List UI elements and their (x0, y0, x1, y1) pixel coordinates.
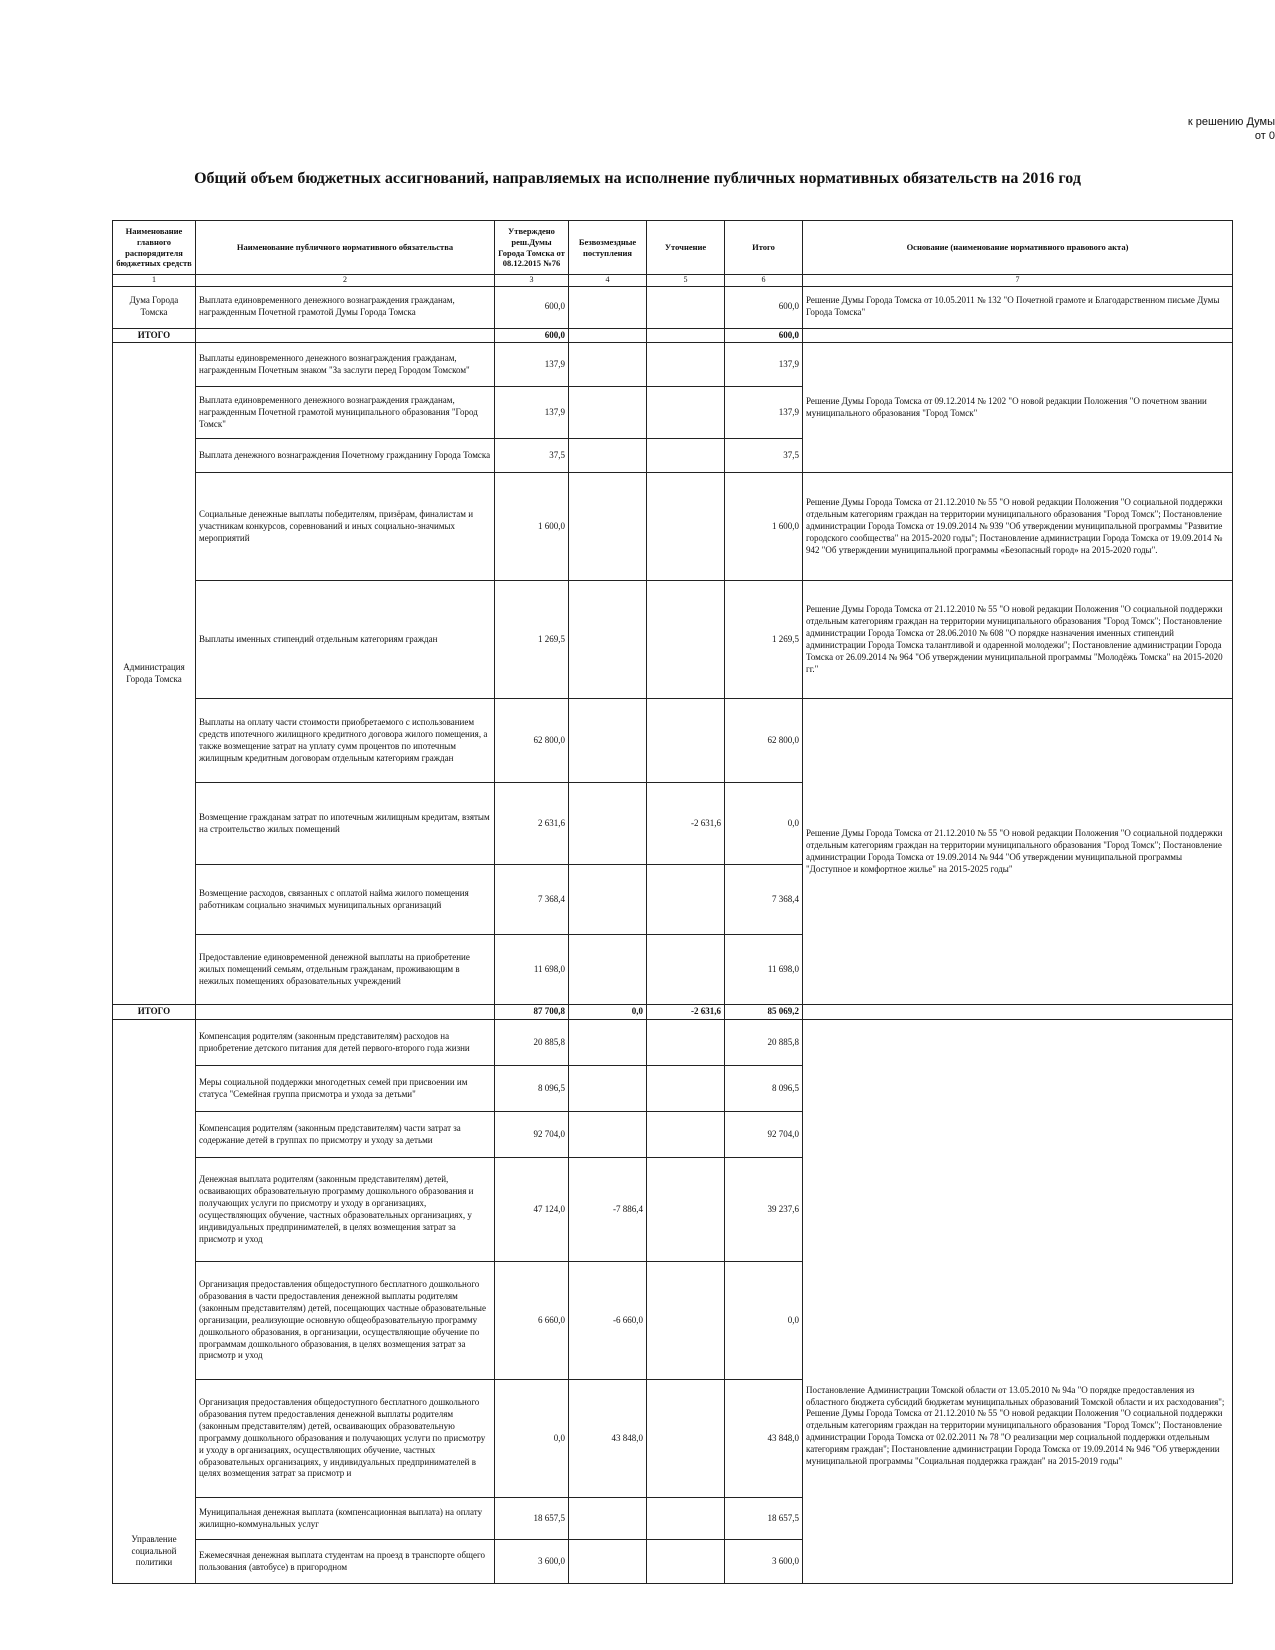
org-social: Управление социальной политики (113, 1020, 196, 1584)
total-value: 600,0 (725, 286, 803, 328)
approved-value: 62 800,0 (495, 699, 569, 783)
adjust-value (647, 286, 725, 328)
total-value: 1 600,0 (725, 473, 803, 581)
adjust-value (647, 1158, 725, 1262)
adjust-value (647, 1262, 725, 1380)
total-value: 3 600,0 (725, 1540, 803, 1584)
approved-value: 11 698,0 (495, 935, 569, 1005)
adjust-value (647, 1112, 725, 1158)
col-number: 3 (495, 275, 569, 287)
col-number: 6 (725, 275, 803, 287)
gratis-value: 43 848,0 (569, 1380, 647, 1498)
header-row (113, 221, 1233, 275)
gratis-value (569, 581, 647, 699)
gratis-value (569, 699, 647, 783)
gratis-value (569, 387, 647, 439)
total-gratis: 0,0 (569, 1005, 647, 1020)
total-value: 1 269,5 (725, 581, 803, 699)
adjust-value (647, 387, 725, 439)
col-number: 2 (196, 275, 495, 287)
total-value: 39 237,6 (725, 1158, 803, 1262)
col-header-adjust: Уточнение (647, 221, 725, 275)
adjust-value (647, 865, 725, 935)
gratis-value (569, 1540, 647, 1584)
obligation-name: Возмещение расходов, связанных с оплатой найма жилого помещения работникам социально значимых муниципальных организаций (196, 865, 495, 935)
total-adjust (647, 328, 725, 343)
appendix-note-line2: от 0 (1254, 130, 1275, 142)
approved-value: 1 600,0 (495, 473, 569, 581)
obligation-name: Выплата единовременного денежного вознаграждения гражданам, награжденным Почетной грамотой муниципального образования "Город Томск" (196, 387, 495, 439)
obligation-name: Денежная выплата родителям (законным представителям) детей, осваивающих образовательную программу дошкольного образования и получающих услуги по присмотру и уходу в организациях, осуществляющих обучение, частных образовательных организациях, у индивидуальных предпринимателей, в целях возмещения затрат за присмотр и уход (196, 1158, 495, 1262)
approved-value: 18 657,5 (495, 1498, 569, 1540)
approved-value: 6 660,0 (495, 1262, 569, 1380)
adjust-value (647, 439, 725, 473)
basis-text: Решение Думы Города Томска от 10.05.2011 № 132 "О Почетной грамоте и Благодарственном письме Думы Города Томска" (803, 286, 1233, 328)
table-row (113, 581, 1233, 699)
basis-text: Постановление Администрации Томской области от 13.05.2010 № 94а "О порядке предоставления из областного бюджета субсидий бюджетам муниципальных образований Томской области и их расходования"; Решение Думы Города Томска от 21.12.2010 № 55 "О новой редакции Положения "О социальной поддержки отдельным категориям граждан на территории муниципального образования "Город Томск"; Постановление администрации Города Томска от 02.02.2011 № 78 "О реализации мер социальной поддержки отдельным категориям граждан"; Постановление администрации Города Томска от 19.09.2014 № 946 "Об утверждении муниципальной программы "Социальная поддержка граждан" на 2015-2019 годы" (803, 1020, 1233, 1584)
gratis-value (569, 286, 647, 328)
obligation-name: Организация предоставления общедоступного бесплатного дошкольного образования путем предоставления денежной выплаты родителям (законным представителям) детей, осваивающих образовательную программу дошкольного образования и получающих услуги по присмотру и уходу в организациях, осуществляющих обучение, частных образовательных организациях, у индивидуальных предпринимателей в целях возмещения затрат за присмотр и (196, 1380, 495, 1498)
obligation-name: Компенсация родителям (законным представителям) расходов на приобретение детского питания для детей первого-второго года жизни (196, 1020, 495, 1066)
approved-value: 20 885,8 (495, 1020, 569, 1066)
gratis-value: -6 660,0 (569, 1262, 647, 1380)
approved-value: 37,5 (495, 439, 569, 473)
total-row (113, 328, 1233, 343)
table-row (113, 343, 1233, 387)
total-approved: 87 700,8 (495, 1005, 569, 1020)
obligation-name: Муниципальная денежная выплата (компенсационная выплата) на оплату жилищно-коммунальных услуг (196, 1498, 495, 1540)
total-value: 62 800,0 (725, 699, 803, 783)
approved-value: 1 269,5 (495, 581, 569, 699)
budget-table (112, 220, 1233, 1584)
obligation-name: Меры социальной поддержки многодетных семей при присвоении им статуса "Семейная группа присмотра и ухода за детьми" (196, 1066, 495, 1112)
approved-value: 7 368,4 (495, 865, 569, 935)
gratis-value (569, 1112, 647, 1158)
total-value: 8 096,5 (725, 1066, 803, 1112)
total-value: 0,0 (725, 783, 803, 865)
table-row (113, 1020, 1233, 1066)
gratis-value (569, 343, 647, 387)
org-duma: Дума Города Томска (113, 286, 196, 328)
col-header-basis: Основание (наименование нормативного правового акта) (803, 221, 1233, 275)
total-value: 20 885,8 (725, 1020, 803, 1066)
appendix-note-line1: к решению Думы (1187, 116, 1275, 128)
approved-value: 137,9 (495, 387, 569, 439)
total-gratis (569, 328, 647, 343)
org-admin: Администрация Города Томска (113, 343, 196, 1005)
column-number-row (113, 275, 1233, 287)
total-value: 7 368,4 (725, 865, 803, 935)
total-approved: 600,0 (495, 328, 569, 343)
total-label: ИТОГО (113, 1005, 196, 1020)
col-number: 1 (113, 275, 196, 287)
total-row (113, 1005, 1233, 1020)
adjust-value (647, 343, 725, 387)
adjust-value (647, 699, 725, 783)
approved-value: 3 600,0 (495, 1540, 569, 1584)
obligation-name: Выплаты на оплату части стоимости приобретаемого с использованием средств ипотечного жилищного кредитного договора жилого помещения, а также возмещение затрат на уплату сумм процентов по ипотечным жилищным кредитным договорам отдельным категориям граждан (196, 699, 495, 783)
total-value: 0,0 (725, 1262, 803, 1380)
gratis-value (569, 1066, 647, 1112)
obligation-name: Выплата единовременного денежного вознаграждения гражданам, награжденным Почетной грамотой Думы Города Томска (196, 286, 495, 328)
approved-value: 8 096,5 (495, 1066, 569, 1112)
adjust-value (647, 1066, 725, 1112)
gratis-value: -7 886,4 (569, 1158, 647, 1262)
obligation-name: Выплаты именных стипендий отдельным категориям граждан (196, 581, 495, 699)
gratis-value (569, 1020, 647, 1066)
col-number: 5 (647, 275, 725, 287)
obligation-name: Возмещение гражданам затрат по ипотечным жилищным кредитам, взятым на строительство жилых помещений (196, 783, 495, 865)
obligation-name: Компенсация родителям (законным представителям) части затрат за содержание детей в группах по присмотру и уходу за детьми (196, 1112, 495, 1158)
total-total: 85 069,2 (725, 1005, 803, 1020)
basis-text: Решение Думы Города Томска от 21.12.2010 № 55 "О новой редакции Положения "О социальной поддержки отдельным категориям граждан на территории муниципального образования "Город Томск"; Постановление администрации Города Томска от 19.09.2014 № 939 "Об утверждении муниципальной программы "Развитие городского сообщества" на 2015-2020 годы"; Постановление администрации Города Томска от 19.09.2014 № 942 "Об утверждении муниципальной программы «Безопасный город» на 2015-2020 годы". (803, 473, 1233, 581)
obligation-name: Социальные денежные выплаты победителям, призёрам, финалистам и участникам конкурсов, соревнований и иных социально-значимых мероприятий (196, 473, 495, 581)
total-label: ИТОГО (113, 328, 196, 343)
table-row (113, 699, 1233, 783)
total-value: 137,9 (725, 343, 803, 387)
adjust-value (647, 1380, 725, 1498)
total-value: 18 657,5 (725, 1498, 803, 1540)
adjust-value (647, 581, 725, 699)
total-value: 137,9 (725, 387, 803, 439)
gratis-value (569, 783, 647, 865)
col-number: 7 (803, 275, 1233, 287)
adjust-value (647, 473, 725, 581)
obligation-name: Выплаты единовременного денежного вознаграждения гражданам, награжденным Почетным знаком "За заслуги перед Городом Томском" (196, 343, 495, 387)
basis-text: Решение Думы Города Томска от 09.12.2014 № 1202 "О новой редакции Положения "О почетном звании муниципального образования "Город Томск" (803, 343, 1233, 473)
col-number: 4 (569, 275, 647, 287)
table-row (113, 286, 1233, 328)
approved-value: 137,9 (495, 343, 569, 387)
obligation-name: Организация предоставления общедоступного бесплатного дошкольного образования в части предоставления денежной выплаты родителям (законным представителям) детей, посещающих частные образовательные организации, реализующие основную общеобразовательную программу дошкольного образования, в организации, осуществляющие обучение по программам дошкольного образования, в целях возмещения затрат за присмотр и уход (196, 1262, 495, 1380)
approved-value: 2 631,6 (495, 783, 569, 865)
document-title: Общий объем бюджетных ассигнований, направляемых на исполнение публичных нормативных обязательств на 2016 год (194, 170, 1081, 187)
gratis-value (569, 865, 647, 935)
obligation-name: Выплата денежного вознаграждения Почетному гражданину Города Томска (196, 439, 495, 473)
basis-text: Решение Думы Города Томска от 21.12.2010 № 55 "О новой редакции Положения "О социальной поддержки отдельным категориям граждан на территории муниципального образования "Город Томск"; Постановление администрации Города Томска от 28.06.2010 № 608 "О порядке назначения именных стипендий администрации Города Томска талантливой и одаренной молодежи"; Постановление администрации Города Томска от 26.09.2014 № 964 "Об утверждении муниципальной программы "Молодёжь Томска" на 2015-2020 гг." (803, 581, 1233, 699)
col-header-obligation: Наименование публичного нормативного обязательства (196, 221, 495, 275)
total-total: 600,0 (725, 328, 803, 343)
gratis-value (569, 935, 647, 1005)
col-header-manager: Наименование главного распорядителя бюджетных средств (113, 221, 196, 275)
gratis-value (569, 1498, 647, 1540)
gratis-value (569, 439, 647, 473)
total-value: 11 698,0 (725, 935, 803, 1005)
total-value: 92 704,0 (725, 1112, 803, 1158)
approved-value: 47 124,0 (495, 1158, 569, 1262)
adjust-value (647, 1498, 725, 1540)
approved-value: 92 704,0 (495, 1112, 569, 1158)
approved-value: 600,0 (495, 286, 569, 328)
col-header-gratis: Безвозмездные поступления (569, 221, 647, 275)
total-adjust: -2 631,6 (647, 1005, 725, 1020)
obligation-name: Ежемесячная денежная выплата студентам на проезд в транспорте общего пользования (автобусе) в пригородном (196, 1540, 495, 1584)
gratis-value (569, 473, 647, 581)
col-header-total: Итого (725, 221, 803, 275)
basis-text: Решение Думы Города Томска от 21.12.2010 № 55 "О новой редакции Положения "О социальной поддержки отдельным категориям граждан на территории муниципального образования "Город Томск"; Постановление администрации Города Томска от 19.09.2014 № 944 "Об утверждении муниципальной программы "Доступное и комфортное жилье" на 2015-2025 годы" (803, 699, 1233, 1005)
adjust-value (647, 1020, 725, 1066)
obligation-name: Предоставление единовременной денежной выплаты на приобретение жилых помещений семьям, отдельным гражданам, проживающим в нежилых помещениях образовательных учреждений (196, 935, 495, 1005)
adjust-value (647, 1540, 725, 1584)
total-value: 43 848,0 (725, 1380, 803, 1498)
total-value: 37,5 (725, 439, 803, 473)
adjust-value: -2 631,6 (647, 783, 725, 865)
col-header-approved: Утверждено реш.Думы Города Томска от 08.12.2015 №76 (495, 221, 569, 275)
table-row (113, 473, 1233, 581)
adjust-value (647, 935, 725, 1005)
approved-value: 0,0 (495, 1380, 569, 1498)
